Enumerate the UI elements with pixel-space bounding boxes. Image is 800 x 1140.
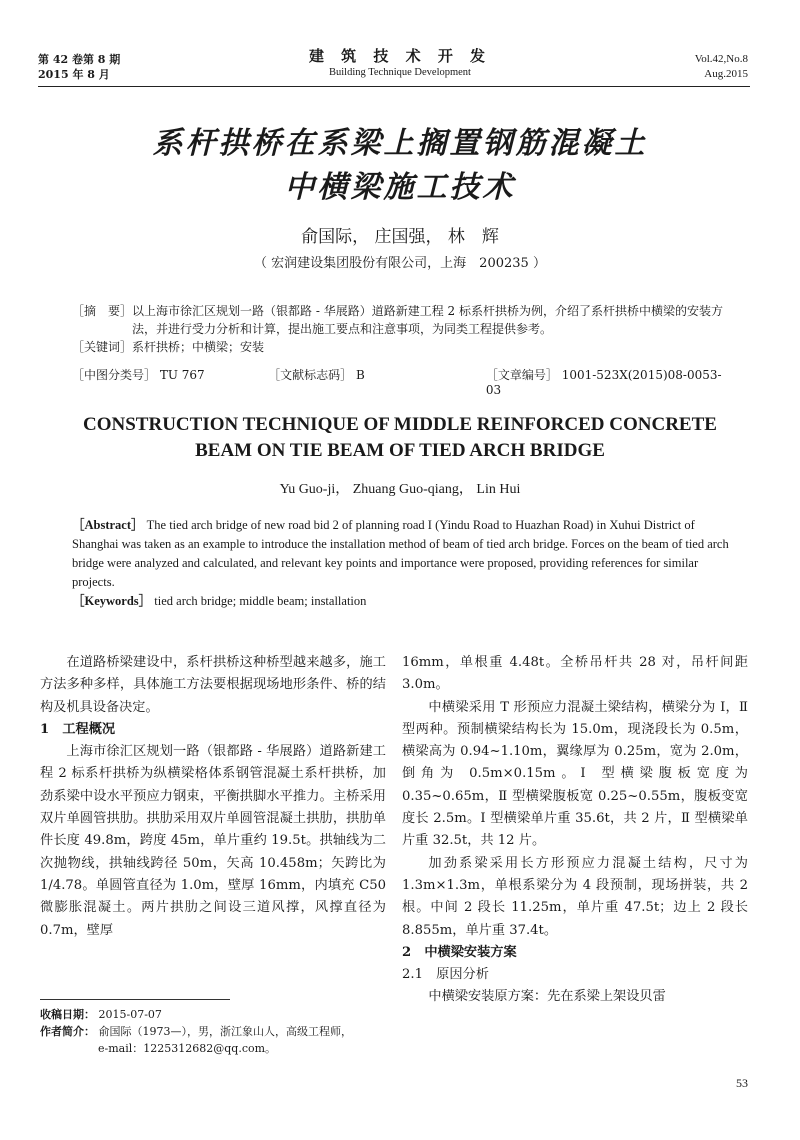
article-number: [486, 366, 732, 397]
journal-name-en: Building Technique Development: [329, 67, 471, 78]
body-right-column: [402, 652, 748, 1009]
classification-row: [72, 366, 732, 397]
author-email: e-mail：1225312682@qq.com。: [98, 1042, 277, 1055]
received-label: 收稿日期：: [40, 1008, 95, 1021]
english-title: [0, 412, 800, 464]
journal-name: [0, 46, 800, 80]
received-value: 2015-07-07: [98, 1008, 162, 1021]
section-1-continued: 16mm，单根重 4.48t。全桥吊杆共 28 对，吊杆间距 3.0m。: [402, 655, 748, 693]
article-number-label: ［文章编号］: [485, 368, 558, 382]
document-code: [268, 366, 486, 397]
english-keywords-text: tied arch bridge; middle beam; installation: [154, 594, 367, 608]
paper-title: [0, 122, 800, 210]
doc-code-value: B: [355, 368, 365, 382]
section-2-heading: 2 中横梁安装方案: [402, 944, 517, 960]
clc-number: [72, 366, 268, 397]
cross-beam-paragraph: 中横梁采用 T 形预应力混凝土梁结构，横梁分为 Ⅰ，Ⅱ 型两种。预制横梁结构长为 15.0m，现浇段长为 0.5m，横梁高为 0.94~1.10m，翼缘厚为 0.25m，宽为 2.0m，倒角为 0.5m×0.15m。Ⅰ 型横梁腹板宽度为 0.35~0.65m，Ⅱ 型横梁腹板宽 0.25~0.55m，腹板变宽度长 2.5m。Ⅰ 型横梁单片重 35.6t，共 2 片，Ⅱ 型横梁单片重 32.5t，共 12 片。: [402, 699, 748, 849]
journal-name-cn: 建 筑 技 术 开 发: [308, 47, 492, 65]
intro-paragraph: 在道路桥梁建设中，系杆拱桥这种桥型越来越多，施工方法多种多样，具体施工方法要根据现场地形条件、桥的结构及机具设备决定。: [40, 655, 386, 715]
paper-title-line1: 系杆拱桥在系梁上搁置钢筋混凝土: [152, 126, 648, 161]
footnote: [40, 1006, 390, 1057]
article-number-value: 1001-523X(2015)08-0053-03: [485, 368, 722, 397]
tie-beam-paragraph: 加劲系梁采用长方形预应力混凝土结构，尺寸为 1.3m×1.3m，单根系梁分为 4 段预制，现场拼装，共 2 根。中间 2 段长 11.25m，单片重 47.5t；边上 2 段长 8.855m，单片重 37.4t。: [402, 855, 748, 938]
keywords-cn-label: ［关键词］: [72, 340, 133, 354]
header-volume: 第 42 卷第 8 期: [38, 53, 121, 66]
clc-value: TU 767: [159, 368, 205, 382]
english-abstract: [72, 516, 734, 592]
header-date-en: Aug.2015: [704, 68, 748, 80]
doc-code-label: ［文献标志码］: [268, 368, 353, 382]
header-volume-en: Vol.42,No.8: [694, 53, 748, 65]
page-number: 53: [736, 1076, 748, 1090]
affiliation: （ 宏润建设集团股份有限公司，上海 200235 ）: [254, 256, 546, 271]
received-date: [40, 1006, 390, 1023]
abstract-cn: [72, 302, 732, 338]
english-authors: Yu Guo-ji， Zhuang Guo-qiang， Lin Hui: [279, 482, 521, 497]
header-date: 2015 年 8 月: [38, 68, 110, 81]
section-2-1-heading: 2.1 原因分析: [402, 967, 489, 983]
section-1-paragraph: 上海市徐汇区规划一路（银都路 - 华展路）道路新建工程 2 标系杆拱桥为纵横梁格体系钢管混凝土系杆拱桥，加劲系梁中设水平预应力钢束，平衡拱脚水平推力。主桥采用双片单圆管拱肋。拱肋采用双片单圆管混凝土拱肋，拱肋单件长度 49.8m，跨度 45m，单片重约 19.5t。拱轴线为二次抛物线，拱轴线跨径 50m，矢高 10.458m；矢跨比为 1/4.78。单圆管直径为 1.0m，壁厚 16mm，内填充 C50 微膨胀混凝土。两片拱肋之间设三道风撑，风撑直径为 0.7m，壁厚: [40, 744, 386, 938]
abstract-cn-block: [72, 302, 732, 356]
paper-title-line2: 中横梁施工技术: [284, 170, 516, 205]
author-bio: [40, 1023, 390, 1040]
original-plan-paragraph: 中横梁安装原方案：先在系梁上架设贝雷: [428, 989, 666, 1005]
keywords-cn-text: 系杆拱桥；中横梁；安装: [132, 340, 265, 354]
header-issue-en: [695, 52, 748, 82]
english-title-line2: BEAM ON TIE BEAM OF TIED ARCH BRIDGE: [195, 440, 605, 461]
header-rule: [38, 86, 750, 87]
abstract-cn-text: 以上海市徐汇区规划一路（银都路 - 华展路）道路新建工程 2 标系杆拱桥为例，介绍了系杆拱桥中横梁的安装方法，并进行受力分析和计算，提出施工要点和注意事项，为同类工程提供参考。: [132, 304, 723, 336]
english-abstract-text: The tied arch bridge of new road bid 2 of planning road I (Yindu Road to Huazhan Road) in Xuhui District of Shanghai was taken as an example to introduce the installation method of beam of tied arch bridge. Forces on the beam of tied arch bridge were analyzed and calculated, and relevant key points and importance were proposed, providing references for similar projects.: [72, 518, 729, 589]
english-title-line1: CONSTRUCTION TECHNIQUE OF MIDDLE REINFORCED CONCRETE: [83, 414, 717, 435]
keywords-cn: [72, 338, 732, 356]
footnote-rule: [40, 999, 230, 1000]
author-bio-value: 俞国际（1973—），男，浙江象山人，高级工程师，: [98, 1025, 352, 1038]
author-list: 俞国际， 庄国强， 林 辉: [301, 227, 499, 247]
english-abstract-block: [72, 516, 734, 611]
english-keywords-label: ［Keywords］: [72, 594, 152, 608]
english-abstract-label: ［Abstract］: [72, 518, 144, 532]
author-bio-label: 作者简介：: [40, 1025, 95, 1038]
body-left-column: [40, 652, 386, 942]
abstract-cn-label: ［摘 要］: [72, 304, 133, 318]
clc-label: ［中图分类号］: [72, 368, 157, 382]
english-keywords: [72, 592, 734, 611]
section-1-heading: 1 工程概况: [40, 721, 116, 737]
